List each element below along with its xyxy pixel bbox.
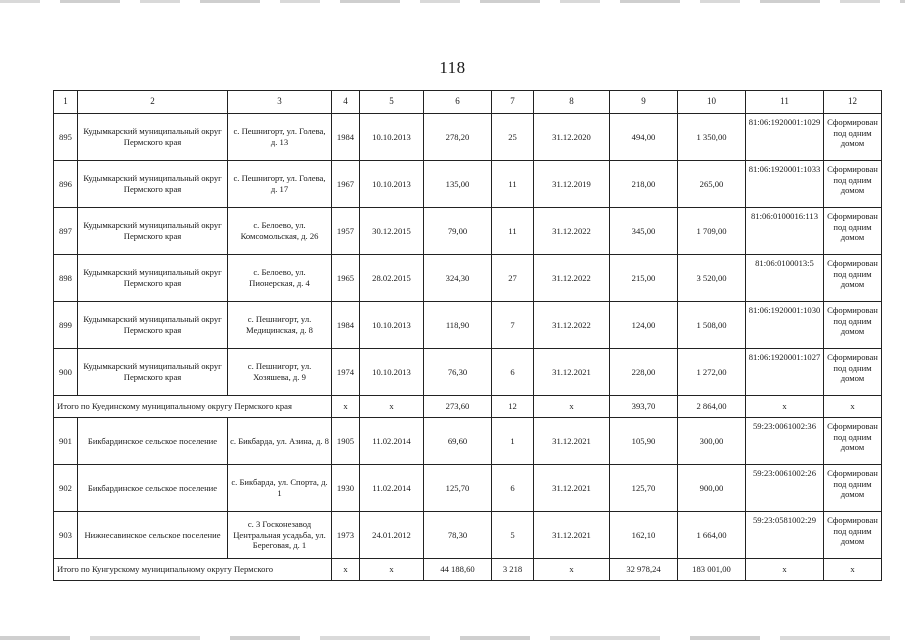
cadastral-number-cell: 81:06:1920001:1033	[746, 161, 824, 208]
deadline-cell: 31.12.2019	[534, 161, 610, 208]
count-cell: 7	[492, 302, 534, 349]
year-cell: 1905	[332, 418, 360, 465]
count-cell: 1	[492, 418, 534, 465]
address-cell: с. 3 Госконезавод Центральная усадьба, ул. Береговая, д. 1	[228, 512, 332, 559]
deadline-cell: 31.12.2022	[534, 208, 610, 255]
status-cell: Сформирован под одним домом	[824, 512, 882, 559]
area-cell: 79,00	[424, 208, 492, 255]
deadline-cell: 31.12.2021	[534, 349, 610, 396]
count-cell: 27	[492, 255, 534, 302]
table-row	[54, 161, 882, 208]
column-10-cell: 265,00	[678, 161, 746, 208]
row-number-cell: 895	[54, 114, 78, 161]
column-header: 6	[424, 91, 492, 114]
year-cell: 1930	[332, 465, 360, 512]
address-cell: с. Бикбарда, ул. Азина, д. 8	[228, 418, 332, 465]
table-row	[54, 512, 882, 559]
deadline-cell: 31.12.2022	[534, 302, 610, 349]
column-9-cell: 345,00	[610, 208, 678, 255]
address-cell: с. Пешнигорт, ул. Хозяшева, д. 9	[228, 349, 332, 396]
row-number-cell: 902	[54, 465, 78, 512]
date-cell: 10.10.2013	[360, 302, 424, 349]
column-9-cell: 494,00	[610, 114, 678, 161]
area-cell: 69,60	[424, 418, 492, 465]
address-cell: с. Пешнигорт, ул. Голева, д. 17	[228, 161, 332, 208]
area-cell: 78,30	[424, 512, 492, 559]
municipality-cell: Кудымкарский муниципальный округ Пермского края	[78, 114, 228, 161]
column-header: 8	[534, 91, 610, 114]
table-row	[54, 255, 882, 302]
year-cell: 1967	[332, 161, 360, 208]
status-cell: Сформирован под одним домом	[824, 302, 882, 349]
table-row	[54, 418, 882, 465]
row-number-cell: 896	[54, 161, 78, 208]
scan-edge-top	[0, 0, 905, 3]
total-deadline-cell: x	[534, 396, 610, 418]
municipality-cell: Кудымкарский муниципальный округ Пермского края	[78, 255, 228, 302]
status-cell: Сформирован под одним домом	[824, 208, 882, 255]
column-10-cell: 3 520,00	[678, 255, 746, 302]
row-number-cell: 901	[54, 418, 78, 465]
municipality-cell: Кудымкарский муниципальный округ Пермского края	[78, 161, 228, 208]
table-row	[54, 302, 882, 349]
municipality-cell: Кудымкарский муниципальный округ Пермского края	[78, 349, 228, 396]
status-cell: Сформирован под одним домом	[824, 114, 882, 161]
row-number-cell: 900	[54, 349, 78, 396]
column-9-cell: 105,90	[610, 418, 678, 465]
row-number-cell: 898	[54, 255, 78, 302]
column-header: 10	[678, 91, 746, 114]
count-cell: 11	[492, 208, 534, 255]
table-body	[54, 91, 882, 581]
row-number-cell: 903	[54, 512, 78, 559]
cadastral-number-cell: 59:23:0581002:29	[746, 512, 824, 559]
column-9-cell: 124,00	[610, 302, 678, 349]
address-cell: с. Пешнигорт, ул. Голева, д. 13	[228, 114, 332, 161]
cadastral-number-cell: 81:06:1920001:1027	[746, 349, 824, 396]
area-cell: 118,90	[424, 302, 492, 349]
total-column-9-cell: 32 978,24	[610, 559, 678, 581]
total-status-cell: x	[824, 396, 882, 418]
municipality-cell: Бикбардинское сельское поселение	[78, 465, 228, 512]
municipality-cell: Кудымкарский муниципальный округ Пермского края	[78, 302, 228, 349]
total-status-cell: x	[824, 559, 882, 581]
deadline-cell: 31.12.2020	[534, 114, 610, 161]
column-number-row	[54, 91, 882, 114]
date-cell: 11.02.2014	[360, 418, 424, 465]
total-column-9-cell: 393,70	[610, 396, 678, 418]
year-cell: 1984	[332, 302, 360, 349]
status-cell: Сформирован под одним домом	[824, 418, 882, 465]
status-cell: Сформирован под одним домом	[824, 255, 882, 302]
date-cell: 30.12.2015	[360, 208, 424, 255]
row-number-cell: 899	[54, 302, 78, 349]
column-9-cell: 228,00	[610, 349, 678, 396]
subtotal-label: Итого по Кунгурскому муниципальному округу Пермского	[54, 559, 332, 581]
total-date-cell: x	[360, 559, 424, 581]
total-column-10-cell: 2 864,00	[678, 396, 746, 418]
column-9-cell: 125,70	[610, 465, 678, 512]
area-cell: 278,20	[424, 114, 492, 161]
column-header: 1	[54, 91, 78, 114]
area-cell: 324,30	[424, 255, 492, 302]
area-cell: 76,30	[424, 349, 492, 396]
column-10-cell: 1 664,00	[678, 512, 746, 559]
column-9-cell: 218,00	[610, 161, 678, 208]
column-10-cell: 1 350,00	[678, 114, 746, 161]
year-cell: 1957	[332, 208, 360, 255]
count-cell: 11	[492, 161, 534, 208]
cadastral-number-cell: 81:06:1920001:1030	[746, 302, 824, 349]
year-cell: 1974	[332, 349, 360, 396]
table-row	[54, 465, 882, 512]
total-area-cell: 44 188,60	[424, 559, 492, 581]
column-header: 11	[746, 91, 824, 114]
column-header: 12	[824, 91, 882, 114]
subtotal-label: Итого по Куединскому муниципальному округу Пермского края	[54, 396, 332, 418]
column-header: 2	[78, 91, 228, 114]
total-year-cell: x	[332, 396, 360, 418]
deadline-cell: 31.12.2021	[534, 465, 610, 512]
table-row	[54, 208, 882, 255]
address-cell: с. Белоево, ул. Комсомольская, д. 26	[228, 208, 332, 255]
column-header: 7	[492, 91, 534, 114]
column-10-cell: 1 272,00	[678, 349, 746, 396]
total-cadastral-cell: x	[746, 396, 824, 418]
municipality-cell: Бикбардинское сельское поселение	[78, 418, 228, 465]
date-cell: 10.10.2013	[360, 349, 424, 396]
address-cell: с. Бикбарда, ул. Спорта, д. 1	[228, 465, 332, 512]
count-cell: 5	[492, 512, 534, 559]
address-cell: с. Пешнигорт, ул. Медицинская, д. 8	[228, 302, 332, 349]
column-9-cell: 162,10	[610, 512, 678, 559]
column-9-cell: 215,00	[610, 255, 678, 302]
cadastral-number-cell: 81:06:0100016:113	[746, 208, 824, 255]
row-number-cell: 897	[54, 208, 78, 255]
cadastral-number-cell: 59:23:0061002:36	[746, 418, 824, 465]
page-number: 118	[439, 58, 466, 77]
status-cell: Сформирован под одним домом	[824, 465, 882, 512]
total-column-10-cell: 183 001,00	[678, 559, 746, 581]
deadline-cell: 31.12.2021	[534, 512, 610, 559]
total-year-cell: x	[332, 559, 360, 581]
deadline-cell: 31.12.2021	[534, 418, 610, 465]
year-cell: 1973	[332, 512, 360, 559]
column-header: 3	[228, 91, 332, 114]
cadastral-number-cell: 81:06:1920001:1029	[746, 114, 824, 161]
count-cell: 6	[492, 349, 534, 396]
table-row	[54, 114, 882, 161]
total-count-cell: 12	[492, 396, 534, 418]
column-10-cell: 300,00	[678, 418, 746, 465]
column-header: 5	[360, 91, 424, 114]
column-header: 4	[332, 91, 360, 114]
year-cell: 1965	[332, 255, 360, 302]
scan-edge-bottom	[0, 636, 905, 640]
cadastral-number-cell: 59:23:0061002:26	[746, 465, 824, 512]
status-cell: Сформирован под одним домом	[824, 161, 882, 208]
date-cell: 24.01.2012	[360, 512, 424, 559]
date-cell: 11.02.2014	[360, 465, 424, 512]
date-cell: 10.10.2013	[360, 161, 424, 208]
area-cell: 125,70	[424, 465, 492, 512]
subtotal-row	[54, 396, 882, 418]
municipality-cell: Кудымкарский муниципальный округ Пермского края	[78, 208, 228, 255]
column-10-cell: 900,00	[678, 465, 746, 512]
column-10-cell: 1 508,00	[678, 302, 746, 349]
municipality-cell: Нижнесавинское сельское поселение	[78, 512, 228, 559]
status-cell: Сформирован под одним домом	[824, 349, 882, 396]
date-cell: 10.10.2013	[360, 114, 424, 161]
table-row	[54, 349, 882, 396]
cadastral-number-cell: 81:06:0100013:5	[746, 255, 824, 302]
total-area-cell: 273,60	[424, 396, 492, 418]
subtotal-row	[54, 559, 882, 581]
column-10-cell: 1 709,00	[678, 208, 746, 255]
total-cadastral-cell: x	[746, 559, 824, 581]
count-cell: 6	[492, 465, 534, 512]
area-cell: 135,00	[424, 161, 492, 208]
count-cell: 25	[492, 114, 534, 161]
column-header: 9	[610, 91, 678, 114]
date-cell: 28.02.2015	[360, 255, 424, 302]
year-cell: 1984	[332, 114, 360, 161]
total-deadline-cell: x	[534, 559, 610, 581]
total-date-cell: x	[360, 396, 424, 418]
deadline-cell: 31.12.2022	[534, 255, 610, 302]
total-count-cell: 3 218	[492, 559, 534, 581]
register-table	[53, 90, 882, 581]
address-cell: с. Белоево, ул. Пионерская, д. 4	[228, 255, 332, 302]
